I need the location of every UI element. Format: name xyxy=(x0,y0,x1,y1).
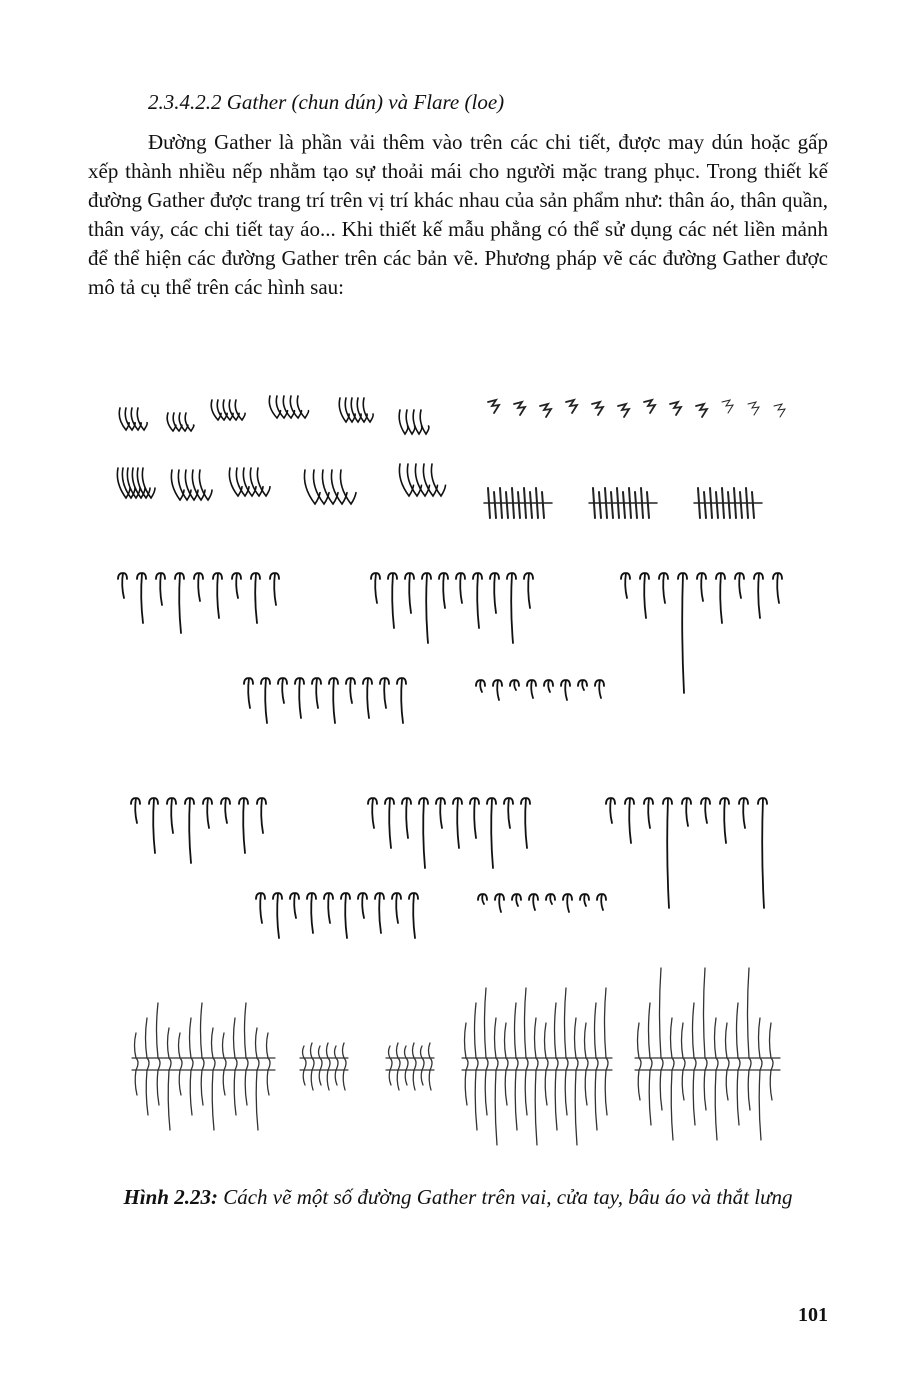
gather-row xyxy=(476,680,604,700)
gather-scribble xyxy=(211,400,245,420)
gather-symbol xyxy=(748,402,759,415)
gather-symbol-group xyxy=(484,400,785,518)
gather-row xyxy=(621,573,782,693)
figure-caption xyxy=(88,1183,828,1211)
gather-row xyxy=(478,894,606,912)
gather-scribble xyxy=(399,464,445,496)
gather-line-rows xyxy=(118,573,782,938)
gather-row xyxy=(244,678,406,723)
gather-scribble xyxy=(167,413,194,431)
gather-belt xyxy=(462,988,612,1145)
gather-belt-group xyxy=(132,968,780,1145)
gather-row xyxy=(606,798,767,908)
gather-belt xyxy=(635,968,780,1140)
gather-cluster xyxy=(589,488,657,518)
gather-scribble xyxy=(399,410,429,434)
body-paragraph: Đường Gather là phần vải thêm vào trên các chi tiết, được may dún hoặc gấp xếp thành nhiều nếp nhằm tạo sự thoải mái cho người mặc trang phục. Trong thiết kế đường Gather được trang trí trên vị trí khác nhau của sản phẩm như: thân áo, thân quần, thân váy, các chi tiết tay áo... Khi thiết kế mẫu phẳng có thể sử dụng các nét liền mảnh để thể hiện các đường Gather trên các bản vẽ. Phương pháp vẽ các đường Gather được mô tả cụ thể trên các hình sau: xyxy=(88,130,828,299)
gather-row xyxy=(368,798,530,868)
gather-symbol xyxy=(670,402,681,415)
gather-scribble xyxy=(269,396,308,418)
gather-scribble xyxy=(117,468,155,498)
gather-scribble xyxy=(229,468,270,496)
gather-symbol xyxy=(488,400,499,413)
gather-symbol xyxy=(618,404,629,417)
gather-symbol xyxy=(722,400,733,413)
gather-symbol xyxy=(592,402,603,415)
gather-symbol xyxy=(540,404,551,417)
gather-symbol xyxy=(514,402,525,415)
caption-text: Cách vẽ một số đường Gather trên vai, cửa tay, bâu áo và thắt lưng xyxy=(217,1185,793,1209)
gather-scribble-group xyxy=(117,396,445,504)
gather-belt xyxy=(132,1003,275,1130)
gather-row xyxy=(118,573,279,633)
gather-symbol xyxy=(774,404,785,417)
gather-row xyxy=(371,573,533,643)
gather-drawings xyxy=(100,378,820,1158)
gather-scribble xyxy=(339,398,373,422)
gather-row xyxy=(256,893,418,938)
gather-symbol xyxy=(566,400,577,413)
section-heading: 2.3.4.2.2 Gather (chun dún) và Flare (loe) xyxy=(148,90,505,114)
page-number: 101 xyxy=(798,1304,828,1326)
gather-belt xyxy=(300,1043,348,1090)
gather-cluster xyxy=(484,488,552,518)
gather-symbol xyxy=(644,400,655,413)
gather-scribble xyxy=(171,470,212,500)
gather-cluster xyxy=(694,488,762,518)
gather-symbol xyxy=(696,404,707,417)
gather-scribble xyxy=(119,408,147,430)
gather-scribble xyxy=(304,470,356,504)
gather-row xyxy=(131,798,266,863)
gather-belt xyxy=(386,1043,434,1090)
gather-figure xyxy=(100,378,820,1158)
caption-label: Hình 2.23: xyxy=(123,1185,218,1209)
